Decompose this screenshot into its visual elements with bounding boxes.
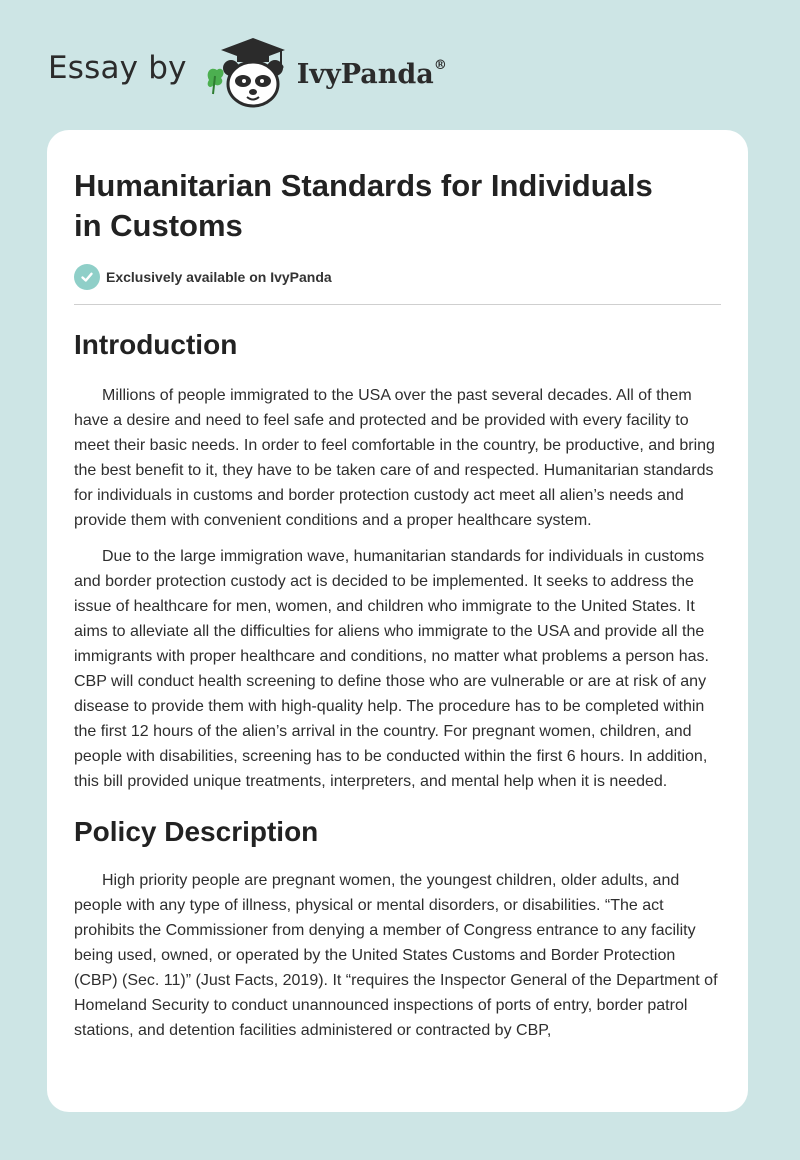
check-circle-icon [74, 264, 100, 290]
essay-card [47, 130, 748, 1112]
brand-prefix: Essay by [48, 50, 187, 86]
divider [74, 304, 721, 305]
registered-mark: ® [433, 57, 447, 73]
brand-name: IvyPanda® [296, 57, 447, 90]
exclusive-badge [74, 264, 721, 290]
section-heading-introduction: Introduction [74, 329, 238, 360]
paragraph: High priority people are pregnant women, the youngest children, older adults, and people with any type of illness, physical or mental disorders, or disabilities. “The act prohibits the Commissioner from denying a member of Congress entrance to any facility being used, owned, or operated by the United States Customs and Border Protection (CBP) (Sec. 11)” (Just Facts, 2019). It “requires the Inspector General of the Department of Homeland Security to conduct unannounced inspections of ports of entry, border patrol stations, and detention facilities administered or contracted by CBP, [74, 872, 718, 1039]
site-header [48, 36, 447, 108]
badge-text: Exclusively available on IvyPanda [106, 269, 332, 285]
paragraph: Millions of people immigrated to the USA over the past several decades. All of them have a desire and need to feel safe and protected and be provided with every facility to meet their basic needs. In order to feel comfortable in the country, be productive, and bring the best benefit to it, they have to be taken care of and respected. Humanitarian standards for individuals in customs and border protection custody act meet all alien’s needs and provide them with convenient conditions and a proper healthcare system. [74, 387, 715, 529]
paragraph: Due to the large immigration wave, humanitarian standards for individuals in customs and border protection custody act is decided to be implemented. It seeks to address the issue of healthcare for men, women, and children who immigrate to the United States. It aims to alleviate all the difficulties for aliens who immigrate to the USA and provide all the immigrants with proper healthcare and conditions, no matter what problems a person has. CBP will conduct health screening to define those who are vulnerable or are at risk of any disease to provide them with high-quality help. The procedure has to be completed within the first 12 hours of the alien’s arrival in the country. For pregnant women, children, and people with disabilities, screening has to be conducted within the first 6 hours. In addition, this bill provided unique treatments, interpreters, and mental help when it is needed. [74, 548, 709, 790]
panda-graduate-icon[interactable] [201, 36, 293, 108]
section-heading-policy-description: Policy Description [74, 816, 319, 847]
essay-title: Humanitarian Standards for Individuals in Customs [74, 168, 653, 243]
